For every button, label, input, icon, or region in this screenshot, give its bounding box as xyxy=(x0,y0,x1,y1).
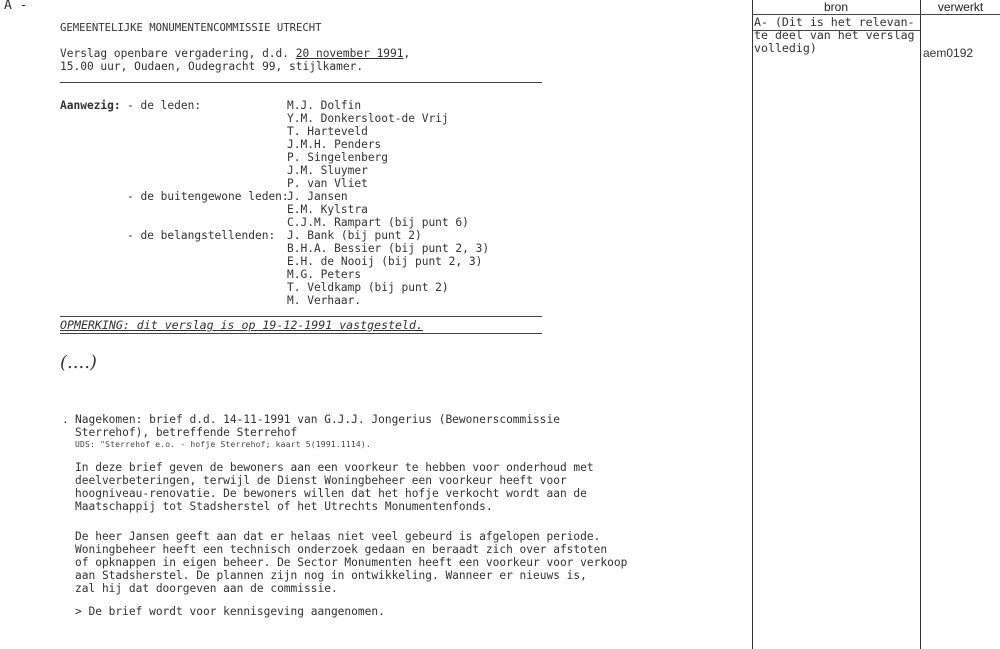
uds-reference: UDS: "Sterrehof e.o. - hofje Sterrehof; kaart 5(1991.1114). xyxy=(75,440,371,449)
item-line-1: Nagekomen: brief d.d. 14-11-1991 van G.J.J. Jongerius (Bewonerscommissie xyxy=(75,413,560,426)
attendee-name: M. Verhaar. xyxy=(287,294,362,307)
verwerkt-value: aem0192 xyxy=(923,46,974,60)
divider-middle xyxy=(60,316,542,317)
attendee-name: C.J.M. Rampart (bij punt 6) xyxy=(287,216,469,229)
attendee-name: T. Veldkamp (bij punt 2) xyxy=(287,281,449,294)
bron-line: A- (Dit is het relevan- xyxy=(754,15,915,29)
attendee-name: E.M. Kylstra xyxy=(287,203,368,216)
paragraph-line: deelverbeteringen, terwijl de Dienst Woningbeheer een voorkeur heeft voor xyxy=(75,474,567,487)
meeting-suffix: , xyxy=(403,47,411,60)
group-names-members xyxy=(287,99,449,190)
group-label-interested: - de belangstellenden: xyxy=(127,229,276,242)
item-line-2: Sterrehof), betreffende Sterrehof xyxy=(75,426,298,439)
bron-line: te deel van het verslag xyxy=(754,28,915,42)
paragraph-line: aan Stadsherstel. De plannen zijn nog in ontwikkeling. Wanneer er nieuws is, xyxy=(75,569,587,582)
paragraph-line: Maatschappij tot Stadsherstel of het Utrechts Monumentenfonds. xyxy=(75,500,493,513)
corner-marker: A - xyxy=(4,0,28,13)
column-divider-right xyxy=(920,0,921,649)
attendee-name: T. Harteveld xyxy=(287,125,368,138)
meeting-prefix: Verslag openbare vergadering, d.d. xyxy=(60,47,296,60)
attendee-name: M.G. Peters xyxy=(287,268,362,281)
paragraph-1 xyxy=(75,461,594,513)
meeting-line-2: 15.00 uur, Oudaen, Oudegracht 99, stijlkamer. xyxy=(60,60,364,73)
paragraph-line: of opknappen in eigen beheer. De Sector Monumenten heeft een voorkeur voor verkoop xyxy=(75,556,628,569)
attendee-name: J.M. Sluymer xyxy=(287,164,368,177)
attendee-name: Y.M. Donkersloot-de Vrij xyxy=(287,112,449,125)
group-names-interested xyxy=(287,229,489,307)
present-label: Aanwezig: xyxy=(60,99,121,112)
bron-note-underline xyxy=(752,30,920,31)
paragraph-2 xyxy=(75,530,627,595)
remark: OPMERKING: dit verslag is op 19-12-1991 vastgesteld. xyxy=(60,318,423,332)
attendee-name: P. van Vliet xyxy=(287,177,368,190)
ellipsis-mark: (....) xyxy=(60,352,97,373)
attendee-name: J. Bank (bij punt 2) xyxy=(287,229,422,242)
attendee-name: M.J. Dolfin xyxy=(287,99,362,112)
paragraph-line: zal hij dat doorgeven aan de commissie. xyxy=(75,582,338,595)
attendee-name: E.H. de Nooij (bij punt 2, 3) xyxy=(287,255,483,268)
meeting-date: 20 november 1991 xyxy=(295,47,404,60)
column-header-bron: bron xyxy=(823,0,849,14)
attendee-name: P. Singelenberg xyxy=(287,151,389,164)
column-header-verwerkt: verwerkt xyxy=(937,0,984,14)
attendee-name: J.M.H. Penders xyxy=(287,138,382,151)
paragraph-line: De heer Jansen geeft aan dat er helaas niet veel gebeurd is afgelopen periode. xyxy=(75,530,601,543)
group-names-extraordinary xyxy=(287,190,469,229)
bron-note xyxy=(754,16,915,55)
attendee-name: J. Jansen xyxy=(287,190,348,203)
paragraph-line: hoogniveau-renovatie. De bewoners willen dat het hofje verkocht wordt aan de xyxy=(75,487,587,500)
org-title: GEMEENTELIJKE MONUMENTENCOMMISSIE UTRECHT xyxy=(60,22,322,34)
divider-bottom xyxy=(60,333,542,334)
bron-line: volledig) xyxy=(754,41,817,55)
column-divider-left xyxy=(752,0,753,649)
group-label-members: - de leden: xyxy=(127,99,202,112)
attendee-name: B.H.A. Bessier (bij punt 2, 3) xyxy=(287,242,490,255)
paragraph-line: In deze brief geven de bewoners aan een voorkeur te hebben voor onderhoud met xyxy=(75,461,594,474)
divider-top xyxy=(60,82,542,83)
group-label-extraordinary: - de buitengewone leden: xyxy=(127,190,289,203)
item-bullet: . xyxy=(62,413,69,426)
conclusion: > De brief wordt voor kennisgeving aangenomen. xyxy=(75,605,385,618)
paragraph-line: Woningbeheer heeft een technisch onderzoek gedaan en beraadt zich over afstoten xyxy=(75,543,608,556)
meeting-line-1 xyxy=(60,47,410,60)
